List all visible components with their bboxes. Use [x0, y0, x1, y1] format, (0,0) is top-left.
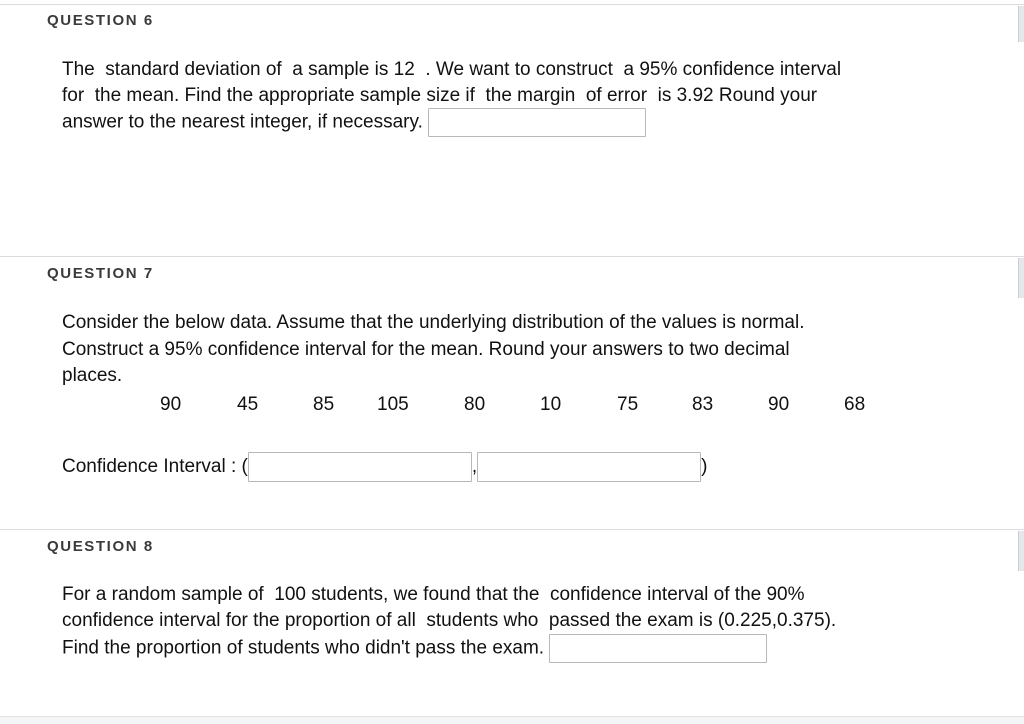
question-7-8-divider [0, 529, 1024, 530]
data-value: 85 [313, 394, 335, 415]
question-8-line-3: Find the proportion of students who didn't pass the exam. [62, 637, 545, 659]
question-7-title: QUESTION 7 [47, 265, 154, 282]
question-6-text [62, 57, 962, 137]
ci-lower-input[interactable] [248, 452, 472, 482]
question-8-text [62, 582, 962, 663]
question-6-side-tab [1018, 6, 1024, 42]
question-6-line-3-wrap [62, 108, 962, 137]
question-6-7-divider [0, 256, 1024, 257]
data-value: 90 [768, 394, 790, 415]
question-6-title: QUESTION 6 [47, 12, 154, 29]
question-6-answer-input[interactable] [428, 108, 646, 137]
confidence-interval-label: Confidence Interval : [62, 456, 242, 478]
ci-upper-input[interactable] [477, 452, 701, 482]
question-8-side-tab [1018, 531, 1024, 571]
question-8-line-2: confidence interval for the proportion of all students who passed the exam is (0.225,0.375). [62, 610, 837, 631]
close-paren: ) [701, 456, 708, 478]
confidence-interval-row [62, 452, 707, 482]
question-7-text [62, 310, 962, 390]
question-8-line-3-wrap [62, 634, 962, 663]
question-7-data-values [150, 394, 890, 420]
question-8-line-1: For a random sample of 100 students, we found that the confidence interval of the 90% [62, 584, 805, 605]
question-8-title: QUESTION 8 [47, 538, 154, 555]
question-6-line-2: for the mean. Find the appropriate sample size if the margin of error is 3.92 Round your [62, 84, 818, 106]
question-7-side-tab [1018, 258, 1024, 298]
data-value: 105 [377, 394, 409, 415]
open-paren: ( [241, 456, 248, 478]
question-7-line-2: Construct a 95% confidence interval for the mean. Round your answers to two decimal [62, 338, 790, 360]
data-value: 80 [464, 394, 486, 415]
comma-separator: , [471, 456, 478, 478]
data-value: 68 [844, 394, 866, 415]
data-value: 75 [617, 394, 639, 415]
data-value: 45 [237, 394, 259, 415]
data-value: 90 [160, 394, 182, 415]
data-value: 10 [540, 394, 562, 415]
data-value: 83 [692, 394, 714, 415]
question-8-answer-input[interactable] [549, 634, 767, 663]
question-7-line-3: places. [62, 365, 123, 386]
top-divider [0, 4, 1024, 5]
question-6-line-3: answer to the nearest integer, if necessary. [62, 111, 423, 133]
question-7-line-1: Consider the below data. Assume that the underlying distribution of the values is normal. [62, 312, 805, 333]
question-6-line-1: The standard deviation of a sample is 12 . We want to construct a 95% confidence interval [62, 59, 842, 80]
